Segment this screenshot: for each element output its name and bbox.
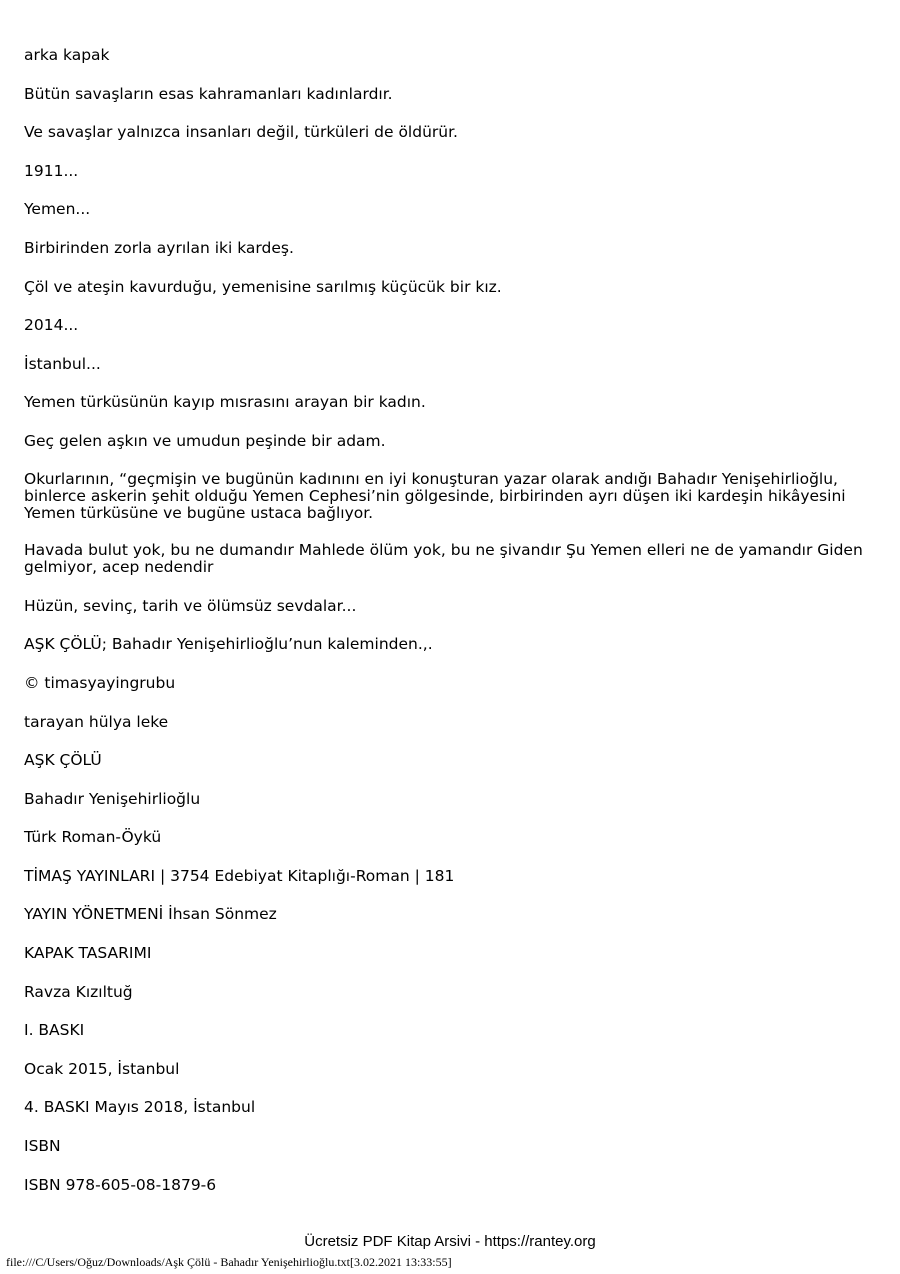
- paragraph: Birbirinden zorla ayrılan iki kardeş.: [24, 238, 294, 257]
- isbn-line: ISBN 978-605-08-1879-6: [24, 1175, 217, 1194]
- paragraph: AŞK ÇÖLÜ; Bahadır Yenişehirlioğlu’nun kaleminden.,.: [24, 635, 433, 654]
- paragraph: 4. BASKI Mayıs 2018, İstanbul: [24, 1098, 256, 1117]
- paragraph: Ravza Kızıltuğ: [24, 982, 133, 1001]
- book-title: AŞK ÇÖLÜ: [24, 751, 102, 770]
- paragraph: Ve savaşlar yalnızca insanları değil, türküleri de öldürür.: [24, 123, 458, 142]
- paragraph: KAPAK TASARIMI: [24, 944, 152, 963]
- paragraph: Yemen türküsünün kayıp mısrasını arayan bir kadın.: [24, 393, 426, 412]
- paragraph: Ocak 2015, İstanbul: [24, 1059, 180, 1078]
- copyright-line: © timasyayingrubu: [24, 673, 176, 692]
- archive-footer: Ücretsiz PDF Kitap Arsivi - https://rantey.org: [304, 1233, 596, 1250]
- paragraph: 1911...: [24, 161, 79, 180]
- paragraph-lyrics: Havada bulut yok, bu ne dumandır Mahlede ölüm yok, bu ne şivandır Şu Yemen elleri ne de yamandır Giden gelmiyor, acep nedendir: [24, 541, 863, 577]
- genre: Türk Roman-Öykü: [24, 828, 162, 847]
- editor-line: YAYIN YÖNETMENİ İhsan Sönmez: [24, 905, 277, 924]
- publisher-line: TİMAŞ YAYINLARI | 3754 Edebiyat Kitaplığı-Roman | 181: [24, 866, 455, 885]
- paragraph: tarayan hülya leke: [24, 712, 169, 731]
- paragraph: Bütün savaşların esas kahramanları kadınlardır.: [24, 84, 393, 103]
- author-name: Bahadır Yenişehirlioğlu: [24, 789, 201, 808]
- paragraph: Yemen...: [24, 200, 91, 219]
- document-body: [24, 46, 884, 1214]
- paragraph: Hüzün, sevinç, tarih ve ölümsüz sevdalar...: [24, 596, 357, 615]
- paragraph: I. BASKI: [24, 1021, 85, 1040]
- paragraph: İstanbul...: [24, 354, 101, 373]
- paragraph-summary: Okurlarının, “geçmişin ve bugünün kadınını en iyi konuşturan yazar olarak andığı Bahadır Yenişehirlioğlu, binlerce askerin şehit olduğu Yemen Cephesi’nin gölgesinde, birbirinden ayrı düşen iki kardeşin hikâyesini Yemen türküsüne ve bugüne ustaca bağlıyor.: [24, 469, 846, 522]
- paragraph: ISBN: [24, 1137, 61, 1156]
- file-path-footer: file:///C/Users/Oğuz/Downloads/Aşk Çölü - Bahadır Yenişehirlioğlu.txt[3.02.2021 13:33:55]: [6, 1255, 452, 1269]
- paragraph-back-cover: arka kapak: [24, 46, 110, 64]
- paragraph: 2014...: [24, 316, 79, 335]
- paragraph: Geç gelen aşkın ve umudun peşinde bir adam.: [24, 431, 386, 450]
- paragraph: Çöl ve ateşin kavurduğu, yemenisine sarılmış küçücük bir kız.: [24, 277, 502, 296]
